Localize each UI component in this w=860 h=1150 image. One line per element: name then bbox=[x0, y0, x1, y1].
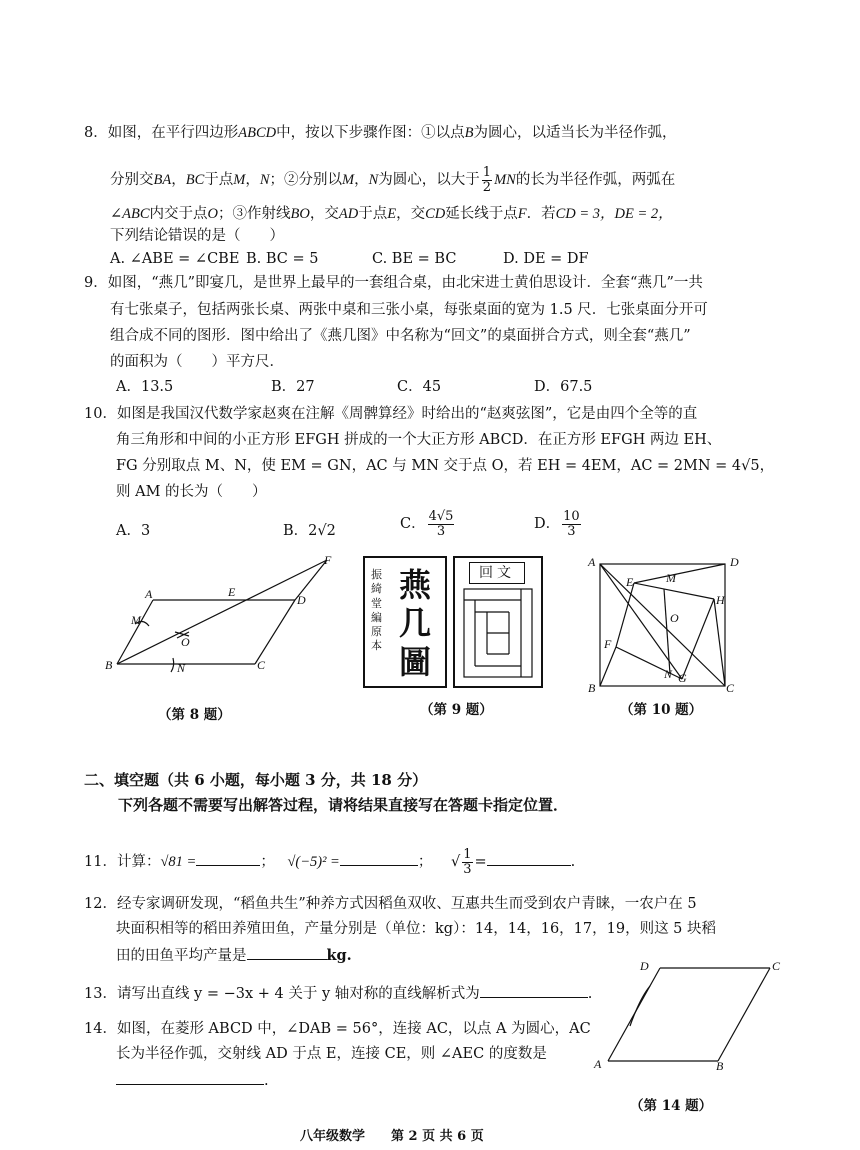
fig9-title: 回文 bbox=[469, 562, 525, 584]
fig9-tile-pattern bbox=[463, 588, 533, 678]
caption-fig-9: （第 9 题） bbox=[420, 702, 493, 718]
q14-blank[interactable] bbox=[116, 1072, 264, 1085]
fig14-label-d: D bbox=[640, 959, 649, 973]
q11-fraction: $\frac{1}{3}$ bbox=[463, 847, 472, 877]
fig10-label-m: M bbox=[666, 571, 676, 585]
fig10-label-f: F bbox=[604, 637, 612, 651]
fig9-char-ji: 几 bbox=[399, 604, 432, 643]
caption-fig-8: （第 8 题） bbox=[158, 707, 231, 723]
q10-line-3: FG 分别取点 M、N，使 EM = GN，AC 与 MN 交于点 O，若 EH = 4EM，AC = 2MN = 4√5， bbox=[116, 458, 775, 474]
q9-option-d: D．67.5 bbox=[534, 379, 593, 395]
figure-9-left-panel bbox=[363, 556, 447, 688]
figure-8 bbox=[95, 552, 345, 677]
q10-option-c: C． $\frac{4√5}{3}$ bbox=[400, 509, 454, 539]
q10-option-d: D． $\frac{10}{3}$ bbox=[534, 509, 580, 539]
fig9-char-tu: 圖 bbox=[399, 642, 432, 681]
fig8-label-e: E bbox=[228, 585, 236, 599]
page-footer: 八年级数学 第 2 页 共 6 页 bbox=[300, 1129, 484, 1144]
q9-option-c: C．45 bbox=[397, 379, 442, 395]
figure-14 bbox=[560, 956, 790, 1076]
caption-fig-10: （第 10 题） bbox=[620, 702, 703, 718]
q10-option-b: B．2√2 bbox=[283, 523, 336, 539]
caption-fig-14: （第 14 题） bbox=[630, 1098, 713, 1114]
fig8-label-d: D bbox=[297, 593, 306, 607]
fig8-label-a: A bbox=[145, 587, 153, 601]
fig10-label-g: G bbox=[678, 671, 687, 685]
q13-line: 13．请写出直线 y = −3x + 4 关于 y 轴对称的直线解析式为 . bbox=[84, 986, 593, 1002]
q8-option-b: B. BC = 5 bbox=[246, 251, 319, 267]
q9-line-2: 有七张桌子，包括两张长桌、两张中桌和三张小桌，每张桌面的宽为 1.5 尺．七张桌面分开可 bbox=[110, 302, 708, 318]
section-2-instructions: 下列各题不需要写出解答过程，请将结果直接写在答题卡指定位置． bbox=[118, 796, 569, 814]
fig10-label-d: D bbox=[730, 555, 739, 569]
q8-option-a: A. ∠ABE = ∠CBE bbox=[110, 251, 240, 267]
q11-line: 11．计算：√81 = ； √(−5)² = ； √ $\frac{1}{3}$ = . bbox=[84, 847, 576, 877]
fig14-label-a: A bbox=[594, 1057, 602, 1071]
q8-line-2: 分别交BA，BC于点M，N；②分别以M，N为圆心，以大于 $\frac{1}{2}$ MN的长为半径作弧，两弧在 bbox=[110, 165, 676, 195]
q14-line-3: . bbox=[116, 1072, 269, 1089]
q11-blank-2[interactable] bbox=[340, 853, 418, 866]
q12-blank[interactable] bbox=[247, 947, 327, 960]
q9-line-4: 的面积为（ ）平方尺． bbox=[110, 354, 284, 370]
q12-line-3: 田的田鱼平均产量是 kg. bbox=[116, 947, 352, 964]
figure-10 bbox=[580, 552, 750, 697]
q9-line-1: 9．如图，“燕几”即宴几，是世界上最早的一套组合桌，由北宋进士黄伯思设计．全套“燕几”一共 bbox=[84, 275, 703, 291]
fig10-label-c: C bbox=[726, 681, 735, 695]
q8-line-1: 8．如图，在平行四边形ABCD中，按以下步骤作图：①以点B为圆心，以适当长为半径作弧， bbox=[84, 125, 677, 141]
q12-line-2: 块面积相等的稻田养殖田鱼，产量分别是（单位：kg）：14，14，16，17，19，则这 5 块稻 bbox=[116, 921, 717, 937]
q8-option-d: D. DE = DF bbox=[503, 251, 589, 267]
fig9-char-yan: 燕 bbox=[399, 566, 432, 604]
q9-line-3: 组合成不同的图形．图中给出了《燕几图》中名称为“回文”的桌面拼合方式，则全套“燕几” bbox=[110, 328, 691, 344]
fig8-label-m: M bbox=[131, 613, 141, 627]
q8-line-4: 下列结论错误的是（ ） bbox=[110, 228, 284, 244]
fig14-label-b: B bbox=[716, 1059, 724, 1073]
q14-line-1: 14．如图，在菱形 ABCD 中，∠DAB = 56°，连接 AC，以点 A 为圆心，AC bbox=[84, 1021, 591, 1037]
fig10-label-b: B bbox=[588, 681, 596, 695]
fig8-label-n: N bbox=[177, 661, 186, 675]
q10-option-a: A．3 bbox=[116, 523, 151, 539]
section-2-title: 二、填空题（共 6 小题，每小题 3 分，共 18 分） bbox=[84, 771, 428, 789]
fig8-label-c: C bbox=[257, 658, 266, 672]
q12-line-1: 12．经专家调研发现，“稻鱼共生”种养方式因稻鱼双收、互惠共生而受到农户青睐，一农户在 5 bbox=[84, 896, 697, 912]
fig10-label-h: H bbox=[716, 593, 725, 607]
q9-option-a: A．13.5 bbox=[116, 379, 174, 395]
fig8-label-f: F bbox=[324, 553, 332, 567]
q11-blank-3[interactable] bbox=[487, 853, 571, 866]
q11-blank-1[interactable] bbox=[196, 853, 260, 866]
fig14-label-c: C bbox=[772, 959, 781, 973]
fig8-label-o: O bbox=[181, 635, 190, 649]
q10-line-4: 则 AM 的长为（ ） bbox=[116, 484, 267, 500]
fig10-label-a: A bbox=[588, 555, 596, 569]
fig10-label-n: N bbox=[664, 667, 673, 681]
q10-line-1: 10．如图是我国汉代数学家赵爽在注解《周髀算经》时给出的“赵爽弦图”，它是由四个全等的直 bbox=[84, 406, 698, 422]
q10-line-2: 角三角形和中间的小正方形 EFGH 拼成的一个大正方形 ABCD．在正方形 EFGH 两边 EH、 bbox=[116, 432, 722, 448]
fig10-label-e: E bbox=[626, 575, 634, 589]
q8-line-3: ∠ABC内交于点O；③作射线BO，交AD于点E，交CD延长线于点F．若CD = 3，DE = 2， bbox=[110, 206, 673, 222]
fraction-half: $\frac{1}{2}$ bbox=[482, 165, 492, 195]
fig8-label-b: B bbox=[105, 658, 113, 672]
q8-option-c: C. BE = BC bbox=[372, 251, 457, 267]
fig9-small-text: 振綺堂編原本 bbox=[371, 568, 382, 653]
q14-line-2: 长为半径作弧，交射线 AD 于点 E，连接 CE，则 ∠AEC 的度数是 bbox=[116, 1046, 547, 1062]
figure-9-right-panel bbox=[453, 556, 543, 688]
q9-option-b: B．27 bbox=[271, 379, 315, 395]
fig10-label-o: O bbox=[670, 611, 679, 625]
